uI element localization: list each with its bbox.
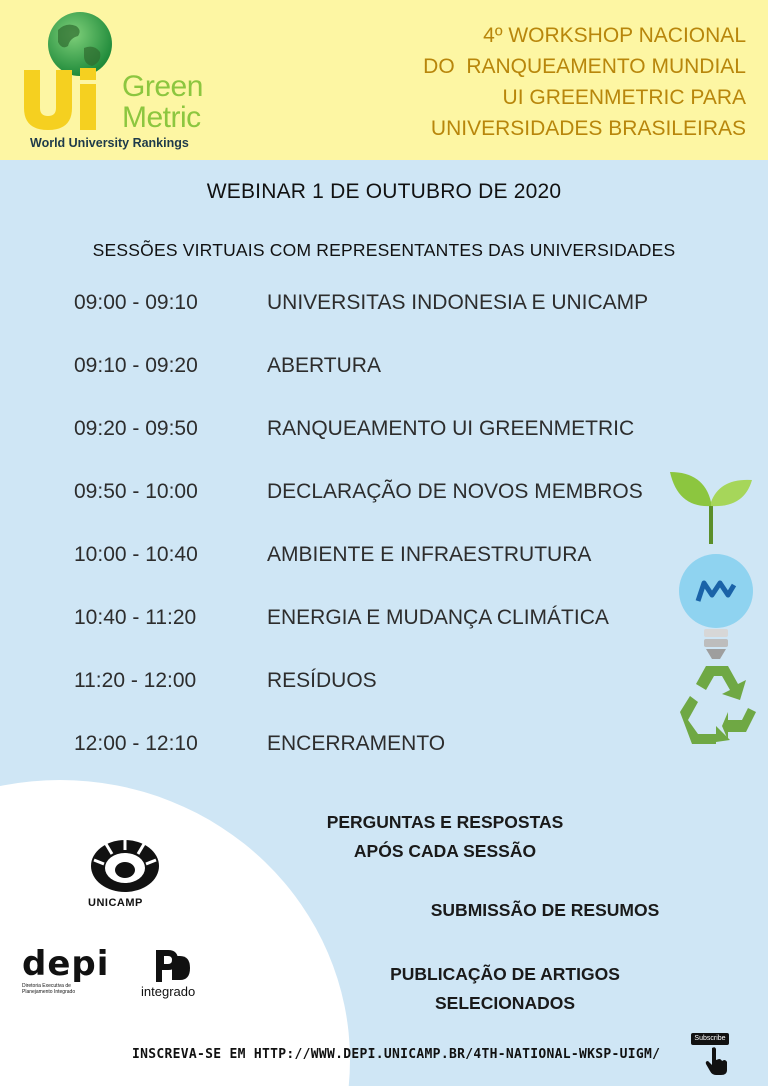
sessions-heading: SESSÕES VIRTUAIS COM REPRESENTANTES DAS UNIVERSIDADES (92, 240, 676, 260)
sprout-icon (668, 466, 754, 546)
session-label: ABERTURA (267, 354, 381, 377)
schedule-row (0, 543, 700, 573)
schedule-row (0, 606, 700, 636)
schedule-row (0, 291, 700, 321)
session-label: AMBIENTE E INFRAESTRUTURA (267, 543, 592, 566)
session-time: 10:40 - 11:20 (74, 606, 197, 629)
logo-subtitle: World University Rankings (30, 136, 189, 150)
session-time: 10:00 - 10:40 (74, 543, 198, 566)
depi-logo: depi (22, 944, 110, 984)
logo-word-metric: Metric (122, 101, 201, 134)
session-time: 11:20 - 12:00 (74, 669, 197, 692)
schedule-row (0, 417, 700, 447)
publication-line: PUBLICAÇÃO DE ARTIGOS (390, 964, 620, 984)
depi-sub-line: Planejamento Integrado (22, 989, 76, 995)
session-time: 09:20 - 09:50 (74, 417, 198, 440)
qa-line: PERGUNTAS E RESPOSTAS (326, 812, 564, 832)
logo-word-green: Green (122, 70, 203, 103)
schedule-row (0, 480, 700, 510)
title-line: UNIVERSIDADES BRASILEIRAS (430, 117, 746, 140)
schedule-row (0, 354, 700, 384)
session-time: 09:50 - 10:00 (74, 480, 198, 503)
publication-line: SELECIONADOS (434, 993, 576, 1013)
depi-subtitle (22, 983, 112, 995)
recycle-icon (676, 662, 760, 744)
workshop-title (423, 20, 746, 144)
depi-sub-line: Diretoria Executiva de (22, 983, 71, 989)
integrado-logo-icon (152, 946, 192, 984)
session-label: ENERGIA E MUDANÇA CLIMÁTICA (267, 606, 609, 629)
subscribe-button[interactable]: Subscribe (691, 1033, 729, 1045)
qa-line: APÓS CADA SESSÃO (353, 841, 537, 861)
session-label: DECLARAÇÃO DE NOVOS MEMBROS (267, 480, 643, 503)
schedule-row (0, 669, 700, 699)
publication-note (350, 960, 660, 1018)
schedule-row (0, 732, 700, 762)
session-label: RESÍDUOS (267, 669, 377, 692)
unicamp-label: UNICAMP (88, 897, 143, 909)
session-time: 09:00 - 09:10 (74, 291, 198, 314)
session-time: 09:10 - 09:20 (74, 354, 198, 377)
webinar-date-title: WEBINAR 1 DE OUTUBRO DE 2020 (206, 180, 562, 203)
title-line: UI GREENMETRIC PARA (502, 86, 746, 109)
hand-pointer-icon (704, 1046, 730, 1076)
integrado-label: integrado (141, 984, 196, 999)
session-label: RANQUEAMENTO UI GREENMETRIC (267, 417, 635, 440)
registration-link[interactable]: INSCREVA-SE EM HTTP://WWW.DEPI.UNICAMP.BR/4TH-NATIONAL-WKSP-UIGM/ (132, 1047, 661, 1062)
greenmetric-logo (18, 8, 228, 153)
session-time: 12:00 - 12:10 (74, 732, 198, 755)
title-line: DO RANQUEAMENTO MUNDIAL (423, 55, 746, 78)
title-line: 4º WORKSHOP NACIONAL (483, 24, 746, 47)
session-label: UNIVERSITAS INDONESIA E UNICAMP (267, 291, 649, 314)
unicamp-logo-icon (88, 832, 162, 894)
lightbulb-icon (676, 553, 756, 661)
abstracts-note: SUBMISSÃO DE RESUMOS (430, 900, 660, 920)
qa-note (290, 808, 600, 866)
session-label: ENCERRAMENTO (267, 732, 446, 755)
header-banner (0, 0, 768, 160)
